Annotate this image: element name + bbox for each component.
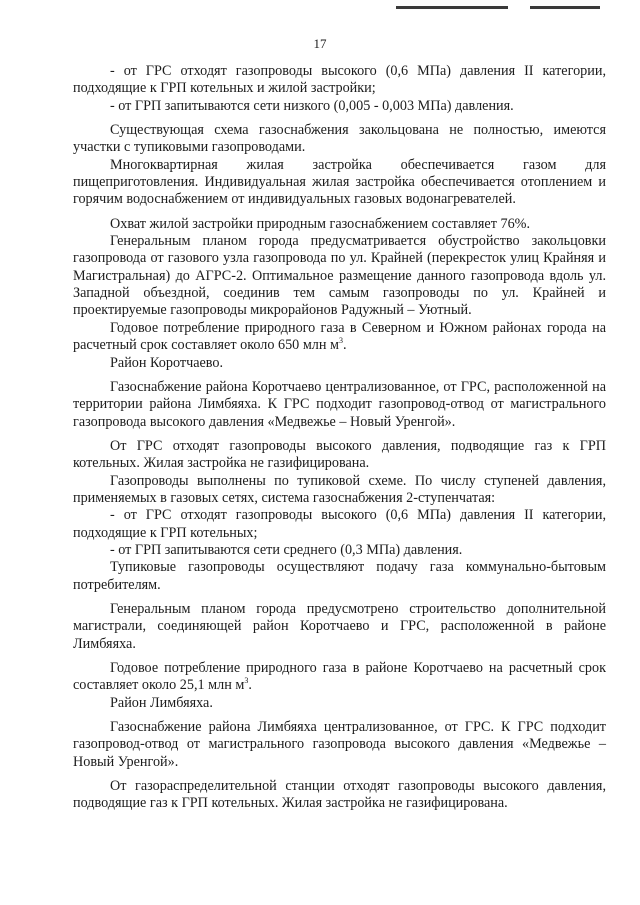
paragraph: Генеральным планом города предусматривается обустройство закольцовки газопровода от газового узла газопровода по ул. Крайней (перекресток улиц Крайняя и Магистральная) до АГРС-2. Оптимальное размещение данного газопровода вдоль ул. Западной объездной, соединив тем самым газопроводы по ул. Крайней и проектируемые газопроводы микрорайонов Радужный – Уютный. — [73, 233, 606, 319]
paragraph — [73, 320, 606, 355]
section-heading: Район Лимбяяха. — [110, 694, 213, 711]
superscript: 3 — [339, 336, 343, 346]
paragraph: - от ГРП запитываются сети среднего (0,3 МПа) давления. — [110, 541, 463, 558]
paragraph: Генеральным планом города предусмотрено строительство дополнительной магистрали, соединяющей район Коротчаево и ГРС, расположенной в районе Лимбяяха. — [73, 600, 606, 652]
paragraph: Газопроводы выполнены по тупиковой схеме. По числу ступеней давления, применяемых в газовых сетях, система газоснабжения 2-ступенчатая: — [73, 472, 606, 506]
paragraph: Газоснабжение района Коротчаево централизованное, от ГРС, расположенной на территории района Лимбяяха. К ГРС подходит газопровод-отвод от магистрального газопровода высокого давления «Медвежье – Новый Уренгой». — [73, 378, 606, 430]
section-heading: Район Коротчаево. — [110, 354, 224, 371]
superscript: 3 — [244, 676, 249, 686]
paragraph-tail: . — [248, 677, 252, 694]
paragraph: Многоквартирная жилая застройка обеспечивается газом для пищеприготовления. Индивидуальная жилая застройка обеспечивается отоплением и горячим водоснабжением от индивидуальных газовых водонагревателей. — [73, 156, 606, 208]
paragraph: Охват жилой застройки природным газоснабжением составляет 76%. — [110, 215, 531, 232]
paragraph-text: Годовое потребление природного газа в Северном и Южном районах города на расчетный срок составляет около 650 млн м — [73, 319, 606, 354]
paragraph — [73, 660, 606, 695]
paragraph-text: Годовое потребление природного газа в районе Коротчаево на расчетный срок составляет около 25,1 млн м — [73, 660, 606, 694]
paragraph: Тупиковые газопроводы осуществляют подачу газа коммунально-бытовым потребителям. — [73, 559, 606, 593]
paragraph: - от ГРС отходят газопроводы высокого (0,6 МПа) давления II категории, подходящие к ГРП котельных; — [73, 507, 606, 541]
scan-artifact-line — [396, 6, 508, 9]
paragraph: Существующая схема газоснабжения закольцована не полностью, имеются участки с тупиковыми газопроводами. — [73, 122, 606, 156]
paragraph-tail: . — [343, 337, 347, 354]
paragraph: От ГРС отходят газопроводы высокого давления, подводящие газ к ГРП котельных. Жилая застройка не газифицирована. — [73, 437, 606, 472]
document-body — [73, 63, 606, 813]
paragraph: Газоснабжение района Лимбяяха централизованное, от ГРС. К ГРС подходит газопровод-отвод от магистрального газопровода высокого давления «Медвежье – Новый Уренгой». — [73, 719, 606, 770]
paragraph: - от ГРП запитываются сети низкого (0,005 - 0,003 МПа) давления. — [110, 97, 514, 114]
paragraph: - от ГРС отходят газопроводы высокого (0,6 МПа) давления II категории, подходящие к ГРП котельных и жилой застройки; — [73, 63, 606, 97]
page-number: 17 — [313, 36, 327, 51]
paragraph: От газораспределительной станции отходят газопроводы высокого давления, подводящие газ к ГРП котельных. Жилая застройка не газифицирована. — [73, 778, 606, 812]
scan-artifact-line — [530, 6, 600, 9]
